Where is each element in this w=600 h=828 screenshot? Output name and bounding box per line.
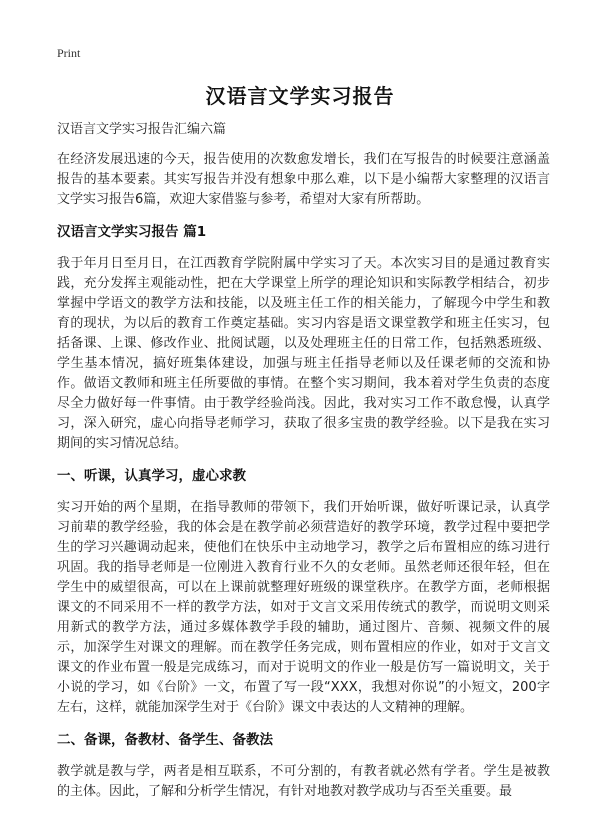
- intro-paragraph: 在经济发展迅速的今天，报告使用的次数愈发增长，我们在写报告的时候要注意涵盖报告的基本要素。其实写报告并没有想象中那么难，以下是小编帮大家整理的汉语言文学实习报告6篇，欢迎大家借鉴与参考，希望对大家有所帮助。: [57, 152, 550, 207]
- body-paragraph-1: 我于年月日至月日，在江西教育学院附属中学实习了天。本次实习目的是通过教育实践，充分发挥主观能动性，把在大学课堂上所学的理论知识和实际教学相结合，初步掌握中学语文的教学方法和技能，以及班主任工作的相关能力，了解现今中学生和教育的现状，为以后的教育工作奠定基础。实习内容是语文课堂教学和班主任实习，包括备课、上课、修改作业、批阅试题，以及处理班主任的日常工作，包括熟悉班级、学生基本情况，搞好班集体建设，加强与班主任指导老师以及任课老师的交流和协作。做语文教师和班主任所要做的事情。在整个实习期间，我本着对学生负责的态度尽全力做好每一件事情。由于教学经验尚浅。因此，我对实习工作不敢怠慢，认真学习，深入研究，虚心向指导老师学习，获取了很多宝贵的教学经验。以下是我在实习期间的实习情况总结。: [57, 256, 550, 451]
- document-subtitle: 汉语言文学实习报告汇编六篇: [57, 122, 227, 137]
- heading-listening: 一、听课，认真学习，虚心求教: [57, 468, 246, 484]
- body-paragraph-2: 实习开始的两个星期，在指导教师的带领下，我们开始听课，做好听课记录，认真学习前辈的教学经验，我的体会是在教学前必须营造好的教学环境，教学过程中要把学生的学习兴趣调动起来，使他们在快乐中主动地学习，教学之后布置相应的练习进行巩固。我的指导老师是一位刚进入教育行业不久的女老师。虽然老师还很年轻，但在学生中的威望很高，可以在上课前就整理好班级的课堂秩序。在教学方面，老师根据课文的不同采用不一样的教学方法，如对于文言文采用传统式的教学，而说明文则采用新式的教学方法，通过多媒体教学手段的辅助，通过图片、音频、视频文件的展示，加深学生对课文的理解。而在教学任务完成，则布置相应的作业，如对于文言文课文的作业布置一般是完成练习，而对于说明文的作业一般是仿写一篇说明文，关于小说的学习，如《台阶》一文，布置了写一段“XXX，我想对你说”的小短文，200字左右，这样，就能加深学生对于《台阶》课文中表达的人文精神的理解。: [57, 500, 550, 715]
- print-link[interactable]: Print: [57, 46, 81, 60]
- document-body: [57, 120, 550, 814]
- body-paragraph-3: 教学就是教与学，两者是相互联系，不可分割的，有教者就必然有学者。学生是被教的主体。因此，了解和分析学生情况，有针对地教对教学成功与否至关重要。最: [57, 764, 550, 799]
- page-title: 汉语言文学实习报告: [205, 84, 395, 108]
- heading-preparation: 二、备课，备教材、备学生、备教法: [57, 732, 273, 748]
- section-title: 汉语言文学实习报告 篇1: [57, 224, 207, 240]
